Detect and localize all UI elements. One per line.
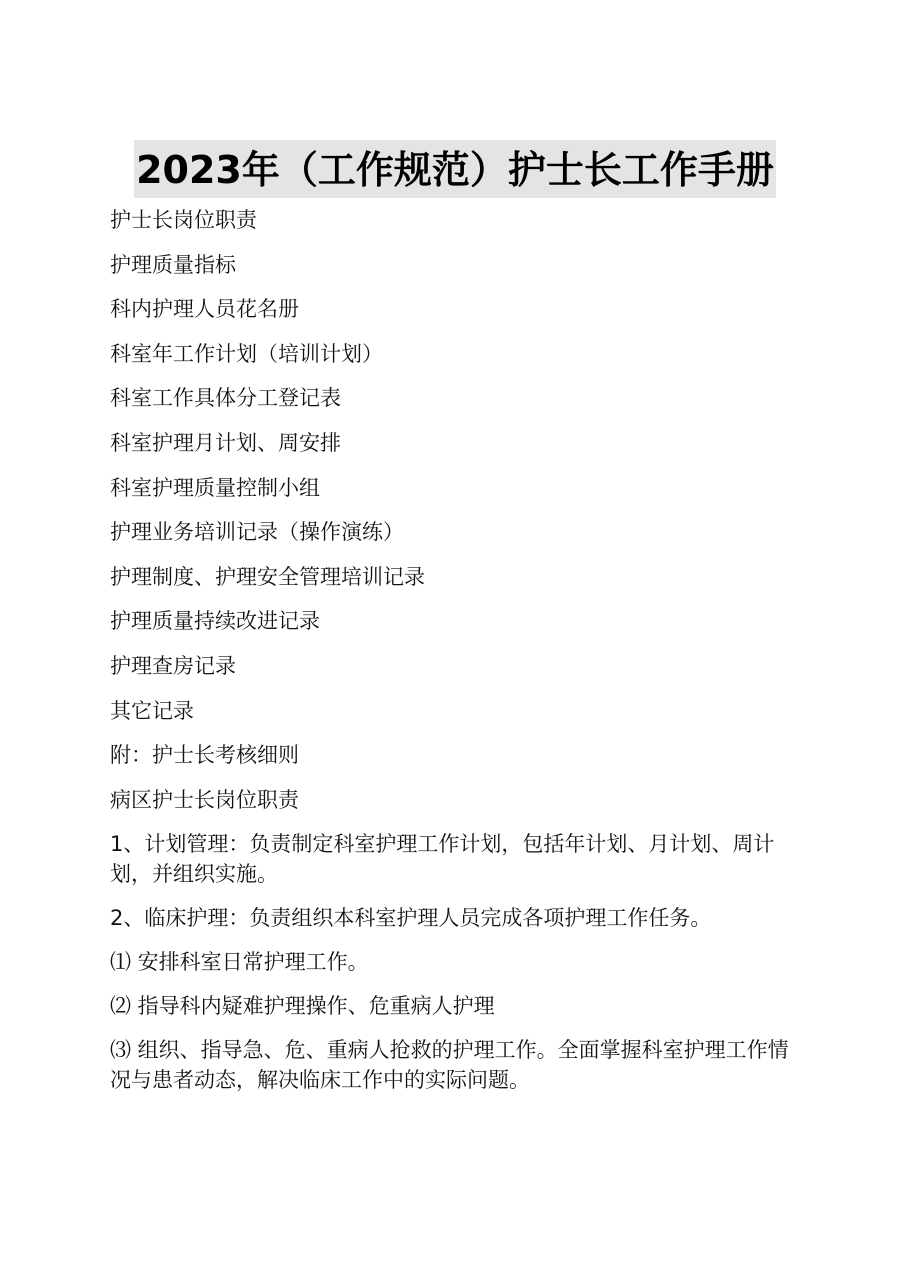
document-title: 2023年（工作规范）护士长工作手册 (134, 140, 776, 198)
toc-item: 科室年工作计划（培训计划） (110, 341, 383, 366)
toc-item: 护士长岗位职责 (110, 208, 257, 232)
toc-item: 科内护理人员花名册 (110, 297, 299, 322)
body-paragraphs (110, 829, 800, 1095)
table-of-contents (110, 205, 800, 815)
document-body (110, 205, 800, 1109)
toc-item: 护理查房记录 (110, 653, 236, 678)
toc-item: 科室护理月计划、周安排 (110, 430, 341, 455)
title-container (0, 140, 910, 198)
toc-item: 护理制度、护理安全管理培训记录 (110, 564, 425, 589)
toc-item: 其它记录 (110, 698, 194, 723)
toc-item: 护理质量指标 (110, 252, 236, 277)
toc-item: 护理业务培训记录（操作演练） (110, 520, 404, 545)
toc-item: 护理质量持续改进记录 (110, 609, 320, 634)
toc-item: 科室工作具体分工登记表 (110, 386, 341, 411)
paragraph: ⑶ 组织、指导急、危、重病人抢救的护理工作。全面掌握科室护理工作情况与患者动态，解决临床工作中的实际问题。 (110, 1038, 789, 1093)
paragraph: ⑴ 安排科室日常护理工作。 (110, 950, 369, 975)
toc-item: 附：护士长考核细则 (110, 743, 299, 768)
toc-item: 科室护理质量控制小组 (110, 475, 320, 500)
paragraph: 1、计划管理：负责制定科室护理工作计划，包括年计划、月计划、周计划，并组织实施。 (110, 832, 775, 887)
paragraph: ⑵ 指导科内疑难护理操作、危重病人护理 (110, 994, 495, 1019)
paragraph: 2、临床护理：负责组织本科室护理人员完成各项护理工作任务。 (110, 906, 712, 931)
section-heading: 病区护士长岗位职责 (110, 787, 299, 812)
